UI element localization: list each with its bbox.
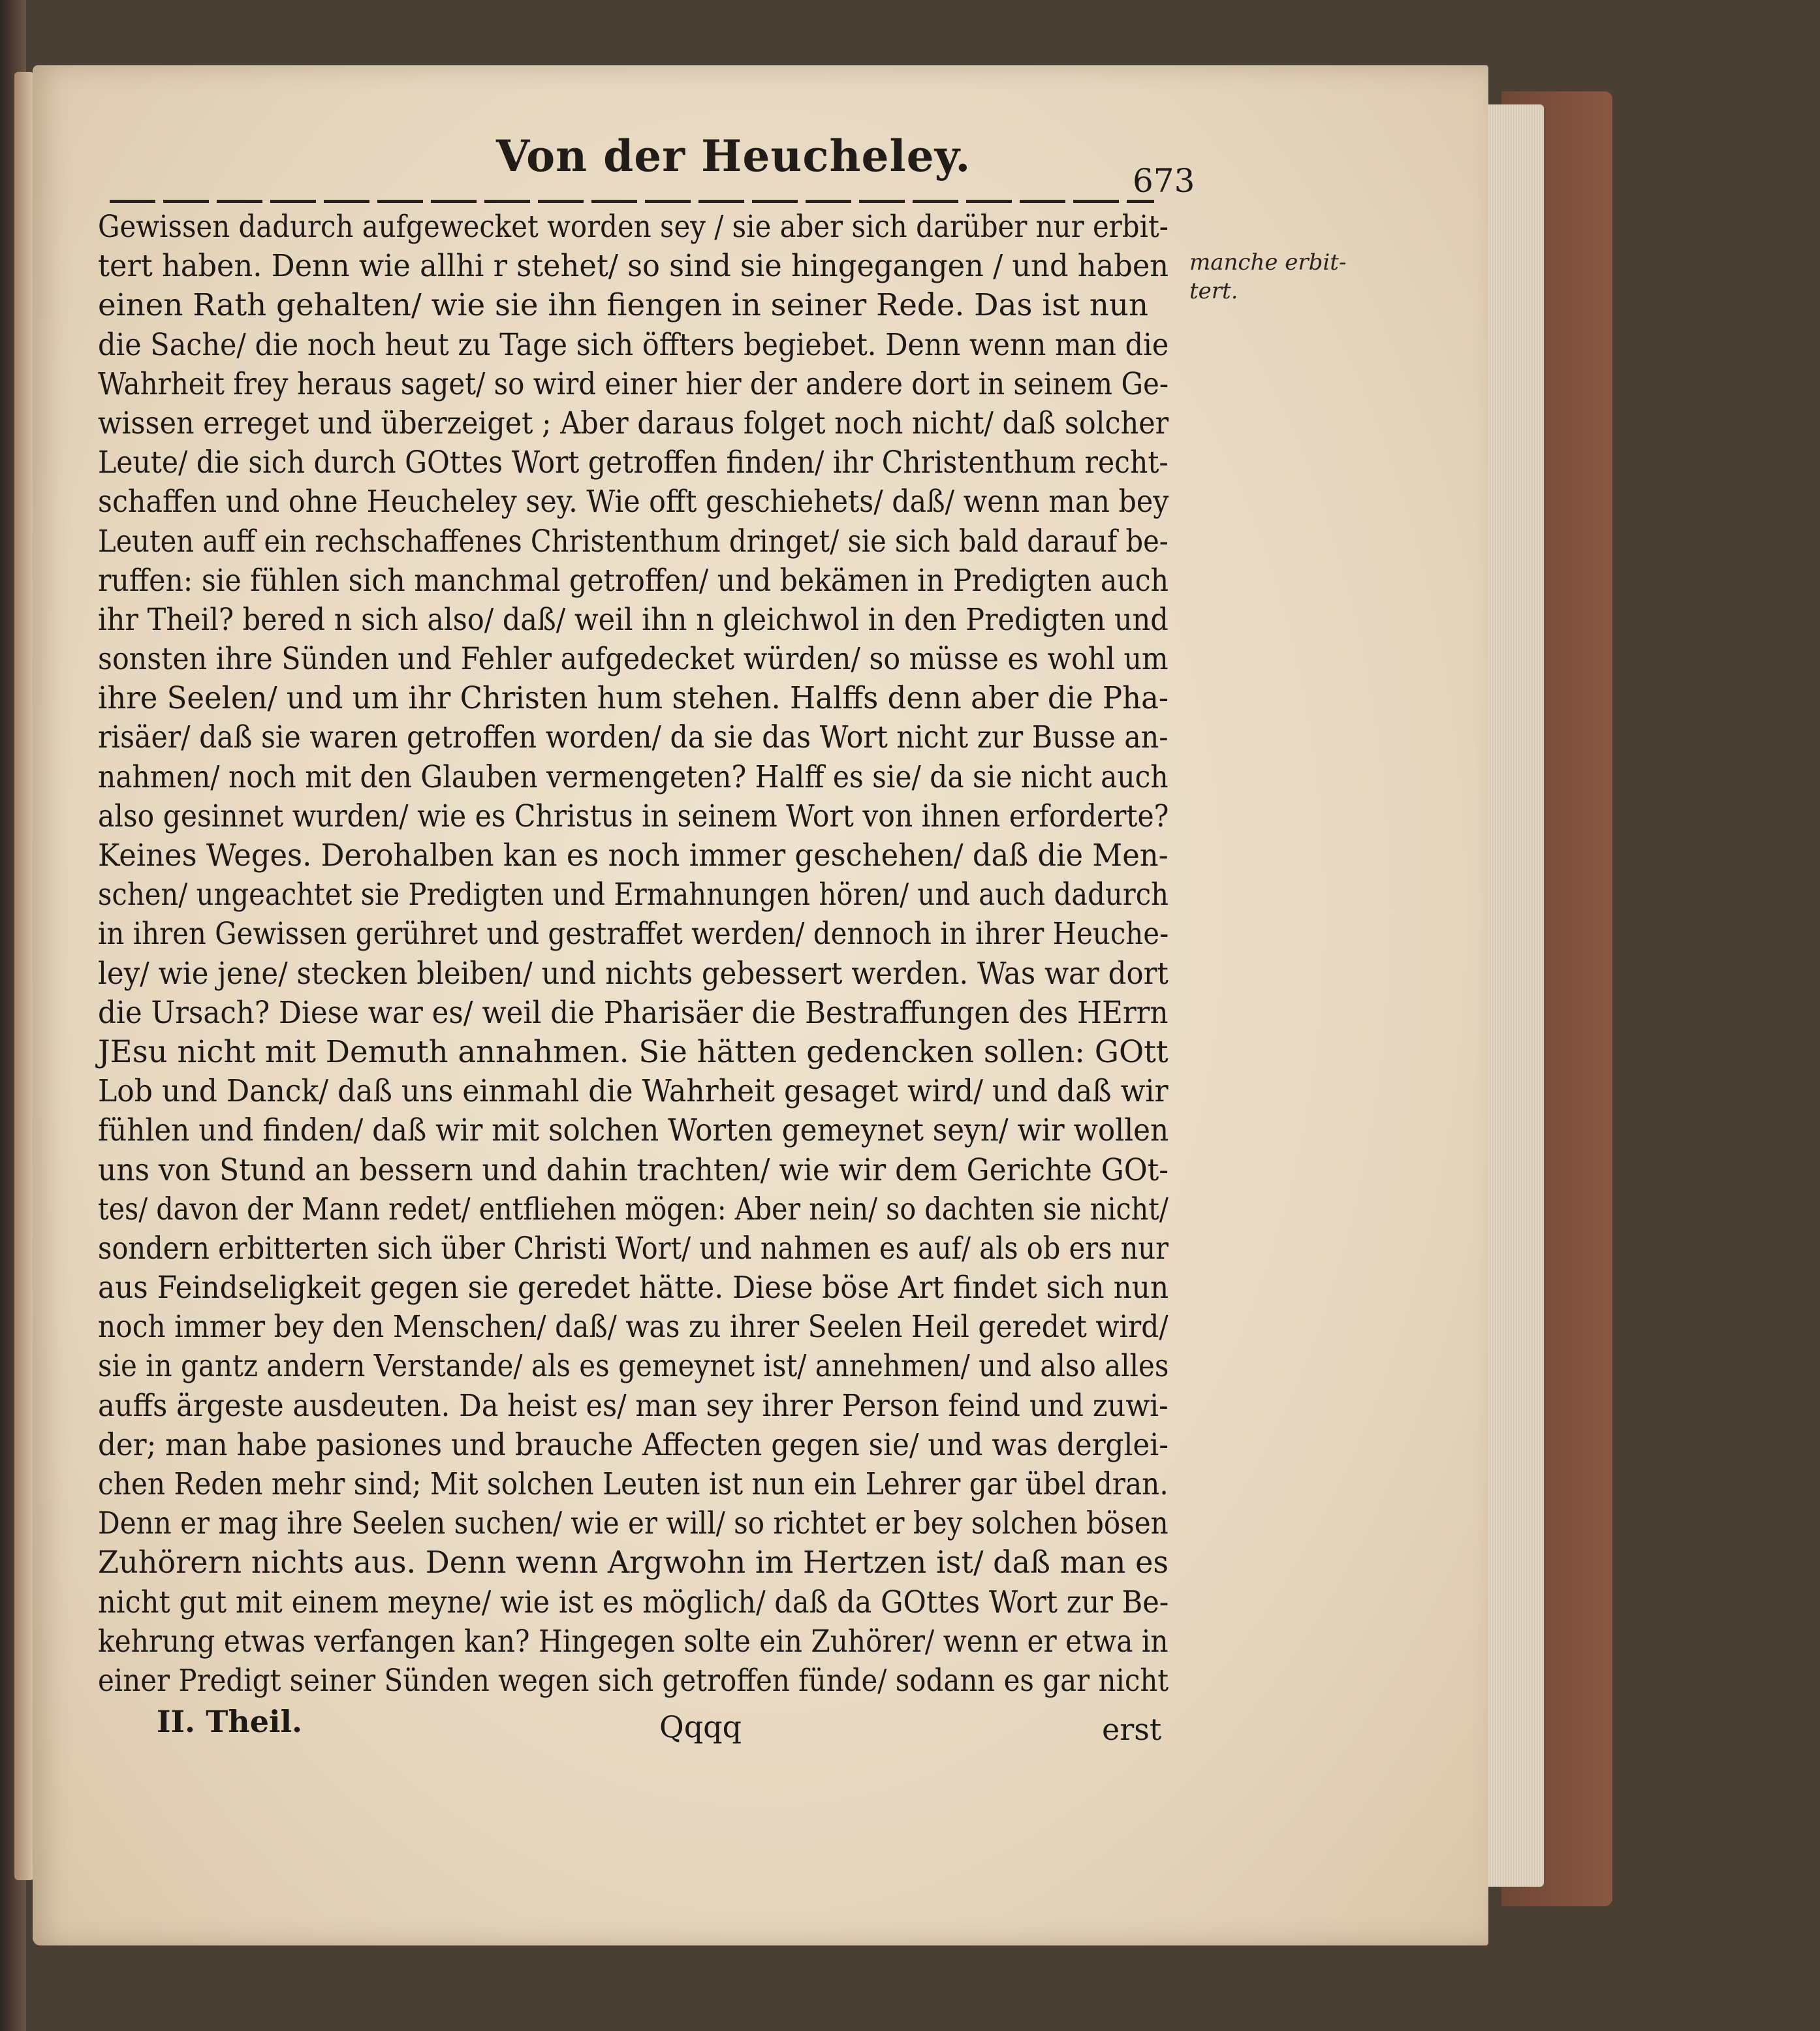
text-line: JEsu nicht mit Demuth annahmen. Sie hätten gedencken sollen: GOtt <box>98 1033 1169 1070</box>
text-line: also gesinnet wurden/ wie es Christus in seinem Wort von ihnen erforderte? <box>98 798 1169 834</box>
text-line: nahmen/ noch mit den Glauben vermengeten? Halff es sie/ da sie nicht auch <box>98 759 1169 795</box>
catchword: erst <box>1102 1712 1162 1747</box>
text-line: tes/ davon der Mann redet/ entfliehen mögen: Aber nein/ so dachten sie nicht/ <box>98 1191 1169 1227</box>
text-line: schen/ ungeachtet sie Predigten und Ermahnungen hören/ und auch dadurch <box>98 877 1169 913</box>
margin-note-line: tert. <box>1189 278 1238 304</box>
running-head: Von der Heucheley. <box>496 131 971 181</box>
text-line: sonsten ihre Sünden und Fehler aufgedecket würden/ so müsse es wohl um <box>98 641 1169 678</box>
text-line: tert haben. Denn wie allhi r stehet/ so sind sie hingegangen / und haben <box>98 248 1169 285</box>
text-line: ihr Theil? bered n sich also/ daß/ weil ihn n gleichwol in den Predigten und <box>98 601 1169 638</box>
text-line: die Sache/ die noch heut zu Tage sich öffters begiebet. Denn wenn man die <box>98 326 1169 363</box>
margin-note <box>1189 248 1346 306</box>
text-line: Gewissen dadurch aufgewecket worden sey / sie aber sich darüber nur erbit- <box>98 209 1169 245</box>
page-number: 673 <box>1133 162 1195 200</box>
text-line: wissen erreget und überzeiget ; Aber daraus folget noch nicht/ daß solcher <box>98 405 1169 441</box>
text-line: sie in gantz andern Verstande/ als es gemeynet ist/ annehmen/ und also alles <box>98 1348 1169 1385</box>
previous-page-edge <box>14 72 34 1880</box>
text-line: der; man habe pasiones und brauche Affecten gegen sie/ und was derglei- <box>98 1426 1169 1463</box>
body-text <box>98 208 1175 1701</box>
text-line: Denn er mag ihre Seelen suchen/ wie er will/ so richtet er bey solchen bösen <box>98 1505 1169 1542</box>
header-rule <box>110 200 1154 203</box>
text-line: Lob und Danck/ daß uns einmahl die Wahrheit gesaget wird/ und daß wir <box>98 1073 1169 1110</box>
text-line: in ihren Gewissen gerühret und gestraffet werden/ dennoch in ihrer Heuche- <box>98 916 1169 953</box>
margin-note-line: manche erbit- <box>1189 249 1347 276</box>
signature-mark: Qqqq <box>659 1709 742 1744</box>
text-line: Leuten auff ein rechschaffenes Christenthum dringet/ sie sich bald darauf be- <box>98 523 1169 559</box>
text-line: sondern erbitterten sich über Christi Wort/ und nahmen es auf/ als ob ers nur <box>98 1230 1169 1267</box>
text-line: chen Reden mehr sind; Mit solchen Leuten ist nun ein Lehrer gar übel dran. <box>98 1466 1169 1502</box>
text-line: ihre Seelen/ und um ihr Christen hum stehen. Halffs denn aber die Pha- <box>98 680 1169 717</box>
text-line: risäer/ daß sie waren getroffen worden/ da sie das Wort nicht zur Busse an- <box>98 719 1169 756</box>
text-line: nicht gut mit einem meyne/ wie ist es möglich/ daß da GOttes Wort zur Be- <box>98 1584 1169 1620</box>
text-line: aus Feindseligkeit gegen sie geredet hätte. Diese böse Art findet sich nun <box>98 1270 1169 1306</box>
text-line: uns von Stund an bessern und dahin trachten/ wie wir dem Gerichte GOt- <box>98 1152 1169 1188</box>
text-line: ruffen: sie fühlen sich manchmal getroffen/ und bekämen in Predigten auch <box>98 562 1169 599</box>
text-line: auffs ärgeste ausdeuten. Da heist es/ man sey ihrer Person feind und zuwi- <box>98 1387 1169 1424</box>
text-line: ley/ wie jene/ stecken bleiben/ und nichts gebessert werden. Was war dort <box>98 955 1169 992</box>
text-line: Keines Weges. Derohalben kan es noch immer geschehen/ daß die Men- <box>98 838 1169 874</box>
text-line: fühlen und finden/ daß wir mit solchen Worten gemeynet seyn/ wir wollen <box>98 1112 1169 1149</box>
text-line: einer Predigt seiner Sünden wegen sich getroffen fünde/ sodann es gar nicht <box>98 1662 1169 1699</box>
text-line: einen Rath gehalten/ wie sie ihn fiengen in seiner Rede. Das ist nun <box>98 287 1149 324</box>
part-label: II. Theil. <box>157 1704 302 1739</box>
text-line: kehrung etwas verfangen kan? Hingegen solte ein Zuhörer/ wenn er etwa in <box>98 1623 1169 1660</box>
text-line: Zuhörern nichts aus. Denn wenn Argwohn im Hertzen ist/ daß man es <box>98 1545 1169 1581</box>
text-line: die Ursach? Diese war es/ weil die Pharisäer die Bestraffungen des HErrn <box>98 994 1169 1031</box>
text-line: Leute/ die sich durch GOttes Wort getroffen finden/ ihr Christenthum recht- <box>98 445 1169 481</box>
text-line: schaffen und ohne Heucheley sey. Wie offt geschiehets/ daß/ wenn man bey <box>98 484 1169 520</box>
text-line: noch immer bey den Menschen/ daß/ was zu ihrer Seelen Heil geredet wird/ <box>98 1309 1169 1346</box>
text-line: Wahrheit frey heraus saget/ so wird einer hier der andere dort in seinem Ge- <box>98 366 1169 402</box>
